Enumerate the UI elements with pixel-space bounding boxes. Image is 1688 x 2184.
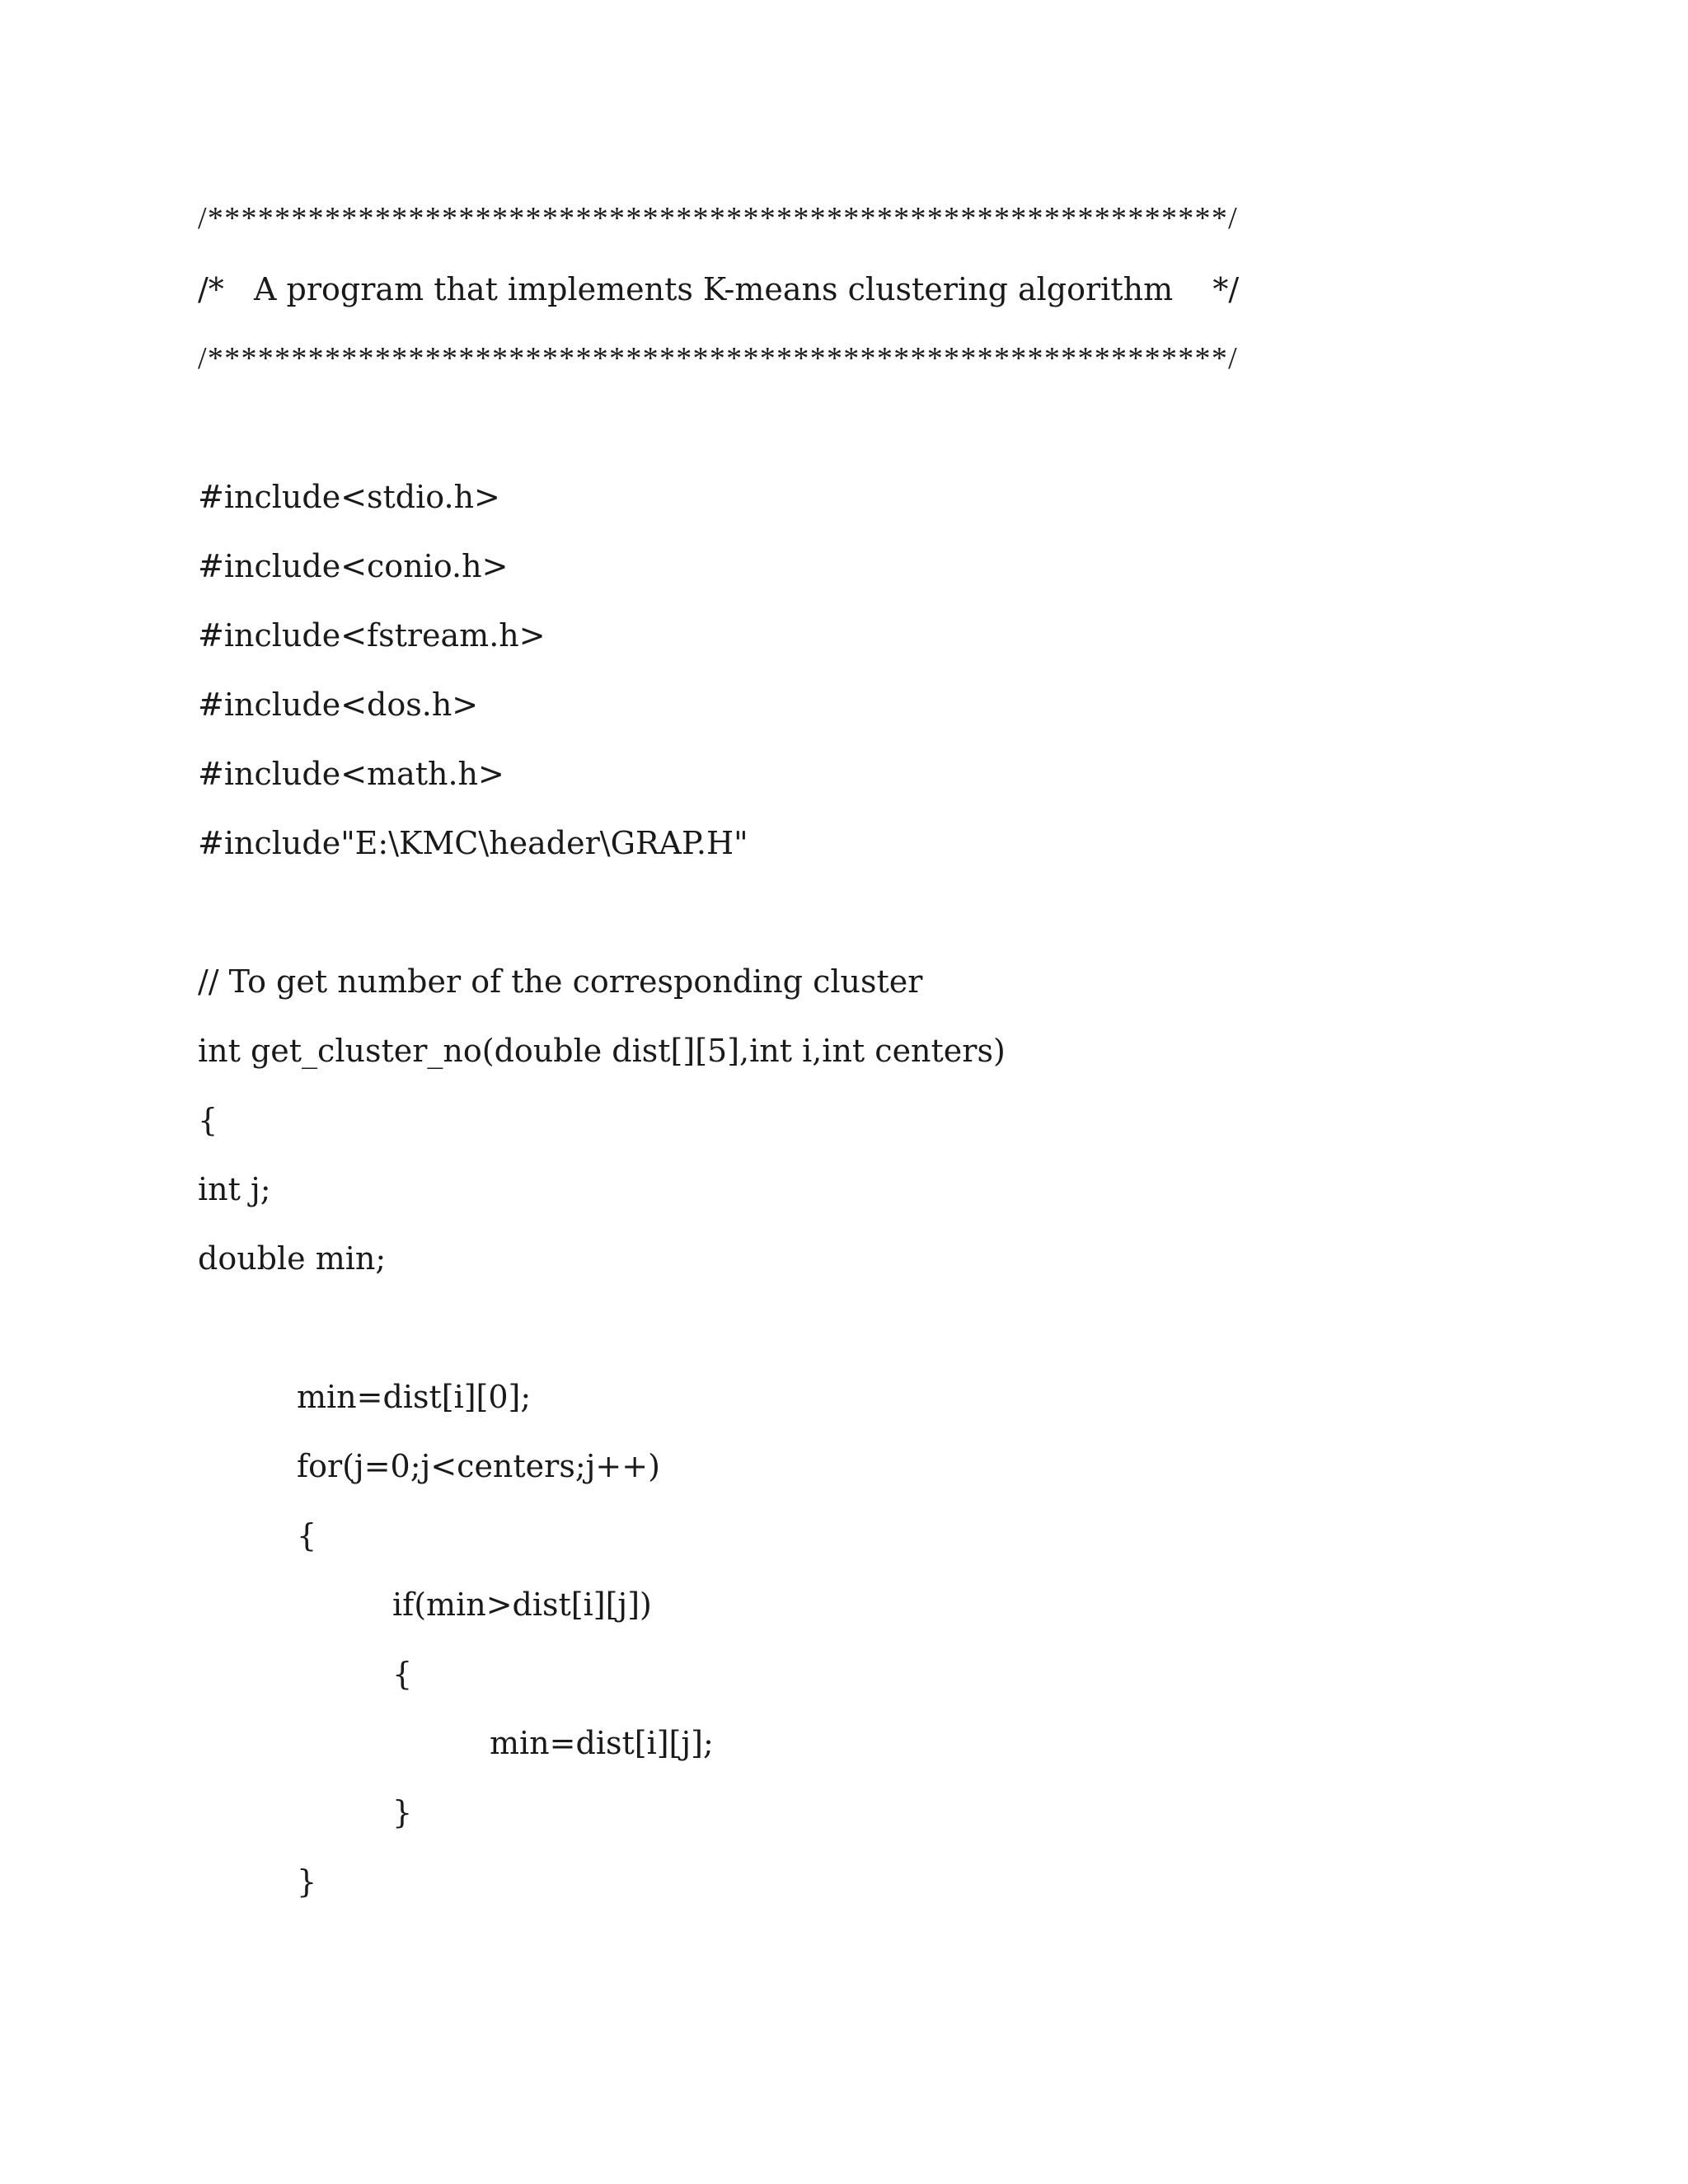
comment-banner-bottom: /*************************************************************/ xyxy=(198,341,1239,376)
for-close-brace: } xyxy=(297,1863,317,1900)
function-open-brace: { xyxy=(198,1102,218,1138)
declare-j: int j; xyxy=(198,1171,271,1207)
comment-title: /* A program that implements K-means clustering algorithm */ xyxy=(198,271,1240,307)
if-open-brace: { xyxy=(392,1656,413,1692)
if-close-brace: } xyxy=(392,1794,413,1830)
include-math: #include<math.h> xyxy=(198,756,504,792)
assign-min: min=dist[i][0]; xyxy=(297,1379,532,1415)
for-open-brace: { xyxy=(297,1517,317,1554)
declare-min: double min; xyxy=(198,1240,387,1277)
function-comment: // To get number of the corresponding cluster xyxy=(198,963,923,1000)
for-loop: for(j=0;j<centers;j++) xyxy=(297,1448,660,1484)
include-dos: #include<dos.h> xyxy=(198,687,479,723)
update-min: min=dist[i][j]; xyxy=(490,1725,714,1761)
include-fstream: #include<fstream.h> xyxy=(198,617,546,654)
function-signature: int get_cluster_no(double dist[][5],int i,int centers) xyxy=(198,1033,1006,1069)
include-grap: #include"E:\KMC\header\GRAP.H" xyxy=(198,825,748,861)
comment-banner-top: /*************************************************************/ xyxy=(198,201,1239,236)
include-conio: #include<conio.h> xyxy=(198,548,509,584)
include-stdio: #include<stdio.h> xyxy=(198,479,500,515)
if-statement: if(min>dist[i][j]) xyxy=(392,1586,652,1623)
